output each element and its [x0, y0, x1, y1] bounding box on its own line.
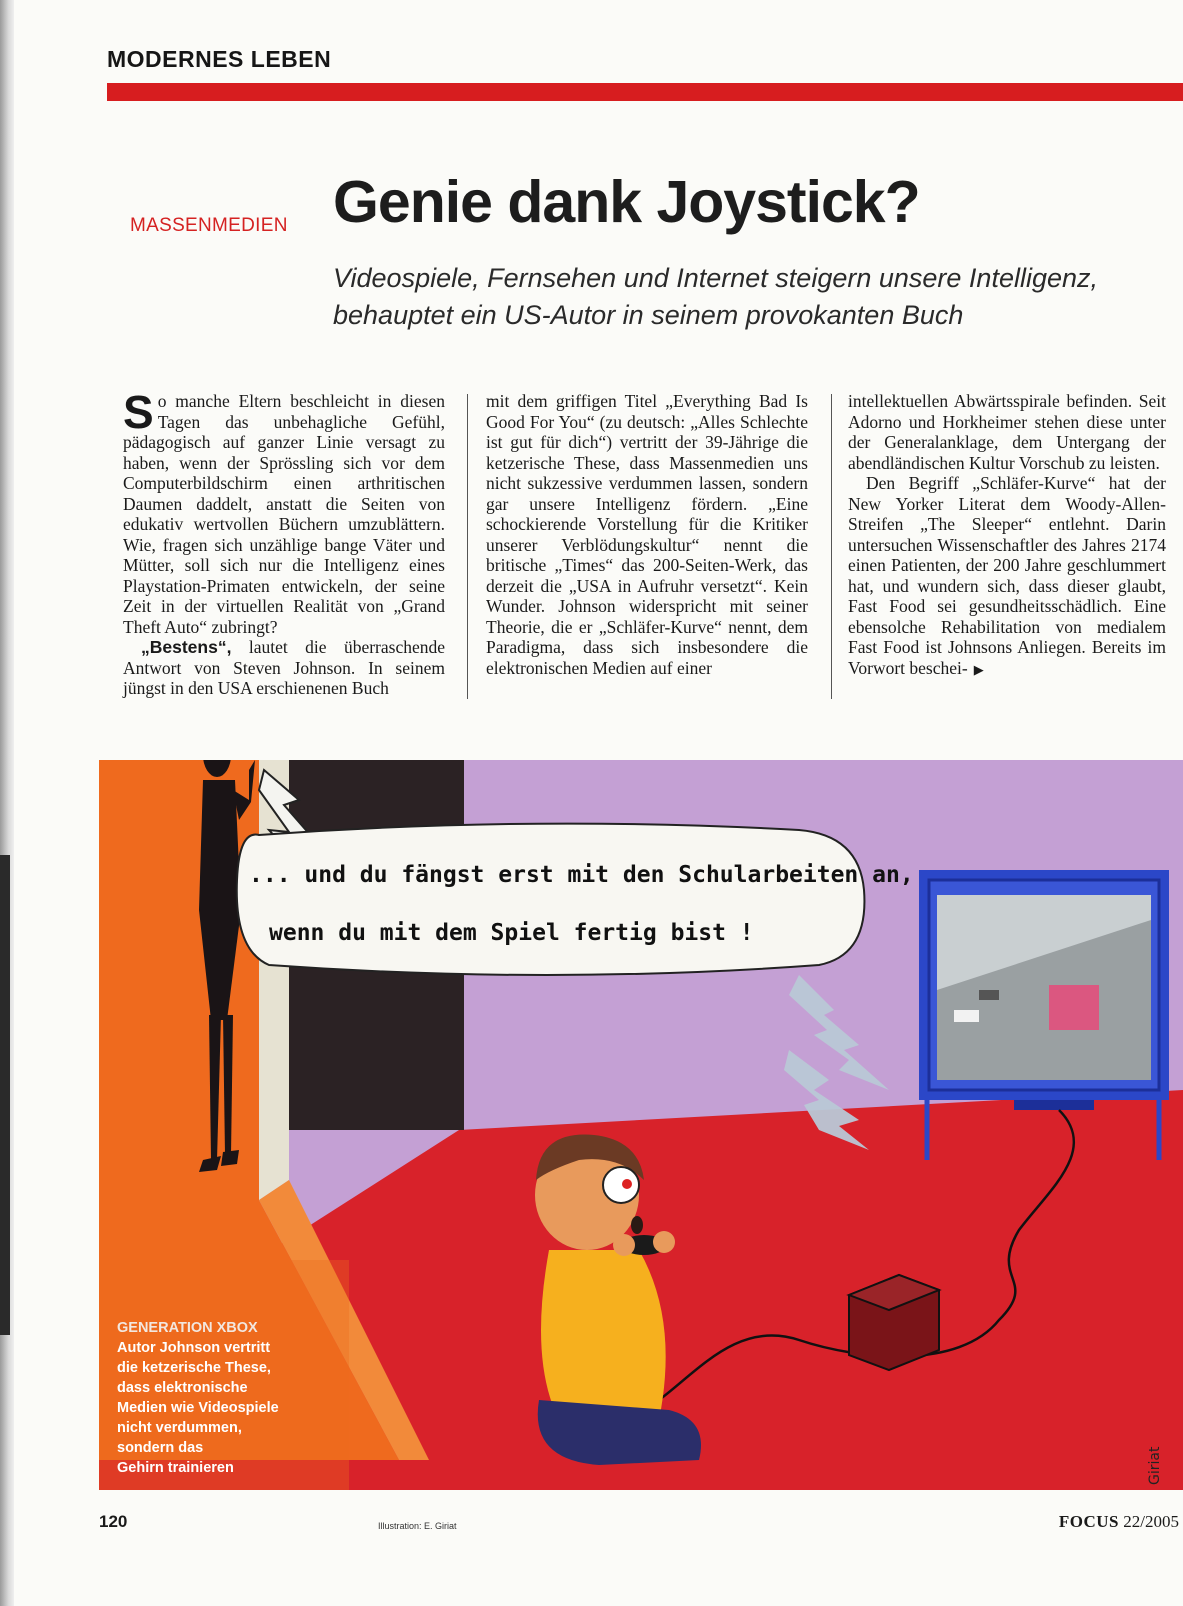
gutter-shadow	[0, 855, 10, 1335]
column-divider	[467, 394, 468, 699]
illustration-credit: Illustration: E. Giriat	[378, 1521, 457, 1531]
issue-number: 22/2005	[1123, 1512, 1179, 1531]
text-column-3	[848, 391, 1166, 680]
paragraph-text: lautet die überraschende Antwort von Steven Johnson. In seinem jüngst in den USA erschienenen Buch	[123, 637, 445, 698]
column-divider	[831, 394, 832, 699]
article-kicker: MASSENMEDIEN	[130, 215, 288, 236]
article-deck	[333, 260, 1183, 334]
paragraph-text: intellektuellen Abwärtsspirale befinden. Seit Adorno und Horkheimer stehen diese unter der Generalanklage, dem Untergang der abendländischen Kultur Vorschub zu leisten.	[848, 391, 1166, 473]
illustration-caption	[117, 1318, 279, 1478]
article-headline: Genie dank Joystick?	[333, 169, 920, 235]
section-rule	[107, 83, 1183, 101]
paragraph	[123, 637, 445, 699]
magazine-issue	[1059, 1512, 1179, 1532]
caption-line: Medien wie Videospiele	[117, 1400, 279, 1416]
paragraph	[848, 473, 1166, 680]
page-number: 120	[99, 1512, 128, 1531]
deck-line-1: Videospiele, Fernsehen und Internet steigern unsere Intelligenz,	[333, 263, 1099, 293]
magazine-name: FOCUS	[1058, 1512, 1120, 1531]
caption-line: dass elektronische	[117, 1380, 248, 1396]
speech-line-1: ... und du fängst erst mit den Schularbeiten an,	[249, 862, 914, 888]
caption-line: nicht verdummen,	[117, 1420, 242, 1436]
continue-arrow-icon: ▶	[973, 661, 984, 677]
speech-line-2: wenn du mit dem Spiel fertig bist !	[269, 920, 754, 946]
caption-line: sondern das	[117, 1440, 204, 1456]
paragraph-text: o manche Eltern beschleicht in diesen Tagen das unbehagliche Gefühl, pädagogisch auf ganzer Linie versagt zu haben, wenn der Sprössling sich vor dem Computerbildschirm einen arthritischen Daumen daddelt, anstatt die Seiten von edukativ wertvollen Büchern umzublättern. Wie, fragen sich unzählige bange Väter und Mütter, soll sich nur die Intelligenz eines Playstation-Primaten entwickeln, der seine Zeit in der virtuellen Realität von „Grand Theft Auto“ zubringt?	[123, 391, 445, 637]
deck-line-2: behauptet ein US-Autor in seinem provokanten Buch	[333, 300, 964, 330]
paragraph-text: Den Begriff „Schläfer-Kurve“ hat der New Yorker Literat dem Woody-Allen-Streifen „The Sleeper“ entlehnt. Darin untersuchen Wissenschaftler des Jahres 2174 einen Patienten, der 200 Jahre geschlummert hat, und wundern sich, dass dieser glaubt, Fast Food sei gesundheitsschädlich. Eine ebensolche Rehabilitation von medialem Fast Food ist Johnsons Anliegen. Bereits im Vorwort beschei-	[848, 473, 1166, 678]
bold-lead-in: „Bestens“,	[141, 637, 232, 657]
paragraph	[123, 386, 445, 637]
game-console	[849, 1275, 939, 1370]
paragraph-text: mit dem griffigen Titel „Everything Bad Is Good For You“ (zu deutsch: „Alles Schlechte ist gut für dich“) vertritt der 39-Jährige die ketzerische These, dass Massenmedien uns nicht sukzessive verdummen lassen, sondern gar unsere Intelligenz fördern. „Eine schockierende Vorstellung für die Kritiker unserer Verblödungskultur“ nennt die britische „Times“ das 200-Seiten-Werk, das derzeit die „USA in Aufruhr versetzt“. Kein Wunder. Johnson widerspricht mit seiner Theorie, die er „Schläfer-Kurve“ nennt, dem Paradigma, dass sich insbesondere die elektronischen Medien auf einer	[486, 391, 808, 678]
caption-title: GENERATION XBOX	[117, 1320, 258, 1336]
text-column-1	[123, 386, 445, 699]
caption-line: Gehirn trainieren	[117, 1460, 234, 1476]
caption-line: die ketzerische These,	[117, 1360, 271, 1376]
text-column-2	[486, 391, 808, 678]
section-label: MODERNES LEBEN	[107, 46, 332, 72]
speech-bubble	[237, 824, 865, 975]
artist-signature: Giriat	[1147, 1446, 1163, 1485]
drop-cap: S	[123, 386, 154, 438]
caption-line: Autor Johnson vertritt	[117, 1340, 271, 1356]
page-gutter	[0, 0, 14, 1606]
